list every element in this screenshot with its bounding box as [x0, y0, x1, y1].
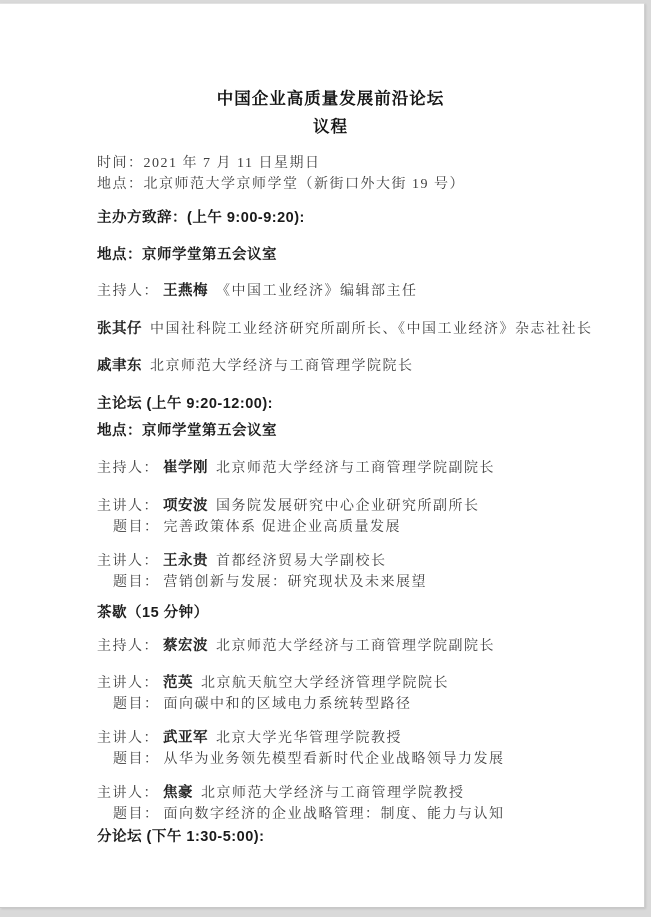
main-forum-heading: 主论坛 (上午 9:20-12:00): — [97, 396, 273, 412]
host-name: 王燕梅 — [163, 283, 208, 299]
speaker-title: 北京航天航空大学经济管理学院院长 — [201, 676, 449, 691]
speaker-name: 焦豪 — [163, 785, 193, 801]
topic-text: 完善政策体系 促进企业高质量发展 — [163, 520, 401, 535]
topic-label: 题目： — [113, 520, 160, 535]
breakout-heading: 分论坛 (下午 1:30-5:00): — [97, 829, 265, 845]
talk-speaker-line — [97, 728, 604, 749]
opening-host-line — [97, 281, 604, 302]
host-title: 《中国工业经济》编辑部主任 — [216, 284, 418, 299]
speaker-name: 范英 — [163, 675, 193, 691]
host-label: 主持人： — [97, 639, 159, 654]
speaker-title: 北京师范大学经济与工商管理学院院长 — [150, 359, 414, 374]
opening-location: 地点：京师学堂第五会议室 — [97, 247, 277, 263]
meta-venue-line: 地点：北京师范大学京师学堂（新街口外大街 19 号） — [97, 177, 465, 192]
topic-label: 题目： — [113, 752, 160, 767]
agenda-content — [0, 4, 644, 847]
topic-label: 题目： — [113, 575, 160, 590]
topic-text: 面向数字经济的企业战略管理：制度、能力与认知 — [163, 807, 505, 822]
forum-title: 中国企业高质量发展前沿论坛 — [216, 90, 445, 108]
host-title: 北京师范大学经济与工商管理学院副院长 — [216, 639, 495, 654]
host-label: 主持人： — [97, 284, 159, 299]
talk-topic-line — [97, 518, 604, 538]
talk-topic-line — [97, 695, 604, 715]
host-label: 主持人： — [97, 461, 159, 476]
speaker-title: 国务院发展研究中心企业研究所副所长 — [216, 499, 480, 514]
host-name: 蔡宏波 — [163, 638, 208, 654]
topic-text: 从华为业务领先模型看新时代企业战略领导力发展 — [163, 752, 505, 767]
speaker-name: 武亚军 — [163, 730, 208, 746]
talk-speaker-line — [97, 783, 604, 804]
speaker-label: 主讲人： — [97, 499, 159, 514]
talk-speaker-line — [97, 496, 604, 517]
meta-time-line: 时间：2021 年 7 月 11 日星期日 — [97, 156, 321, 171]
opening-speaker-line — [97, 356, 604, 377]
host-name: 崔学刚 — [163, 460, 208, 476]
speaker-name: 王永贵 — [163, 553, 208, 569]
agenda-subtitle: 议程 — [313, 118, 348, 136]
topic-label: 题目： — [113, 697, 160, 712]
speaker-name: 张其仔 — [97, 321, 142, 337]
opening-speaker-line — [97, 319, 604, 340]
speaker-title: 北京大学光华管理学院教授 — [216, 731, 402, 746]
speaker-title: 中国社科院工业经济研究所副所长、《中国工业经济》杂志社社长 — [150, 322, 593, 337]
talk-speaker-line — [97, 551, 604, 572]
talk-topic-line — [97, 805, 604, 825]
talk-topic-line — [97, 750, 604, 770]
host-title: 北京师范大学经济与工商管理学院副院长 — [216, 461, 495, 476]
speaker-name: 戚聿东 — [97, 358, 142, 374]
document-page — [0, 3, 645, 908]
opening-heading: 主办方致辞：(上午 9:00-9:20): — [97, 210, 305, 226]
main-forum-location: 地点：京师学堂第五会议室 — [97, 423, 277, 439]
topic-text: 营销创新与发展：研究现状及未来展望 — [163, 575, 427, 590]
speaker-label: 主讲人： — [97, 676, 159, 691]
speaker-label: 主讲人： — [97, 731, 159, 746]
tea-break-heading: 茶歇（15 分钟） — [97, 605, 209, 621]
topic-text: 面向碳中和的区域电力系统转型路径 — [163, 697, 412, 712]
main-forum-host-line — [97, 458, 604, 479]
talk-topic-line — [97, 573, 604, 593]
speaker-name: 项安波 — [163, 498, 208, 514]
talk-speaker-line — [97, 673, 604, 694]
speaker-label: 主讲人： — [97, 786, 159, 801]
speaker-title: 首都经济贸易大学副校长 — [216, 554, 387, 569]
speaker-label: 主讲人： — [97, 554, 159, 569]
speaker-title: 北京师范大学经济与工商管理学院教授 — [201, 786, 465, 801]
topic-label: 题目： — [113, 807, 160, 822]
second-half-host-line — [97, 636, 604, 657]
